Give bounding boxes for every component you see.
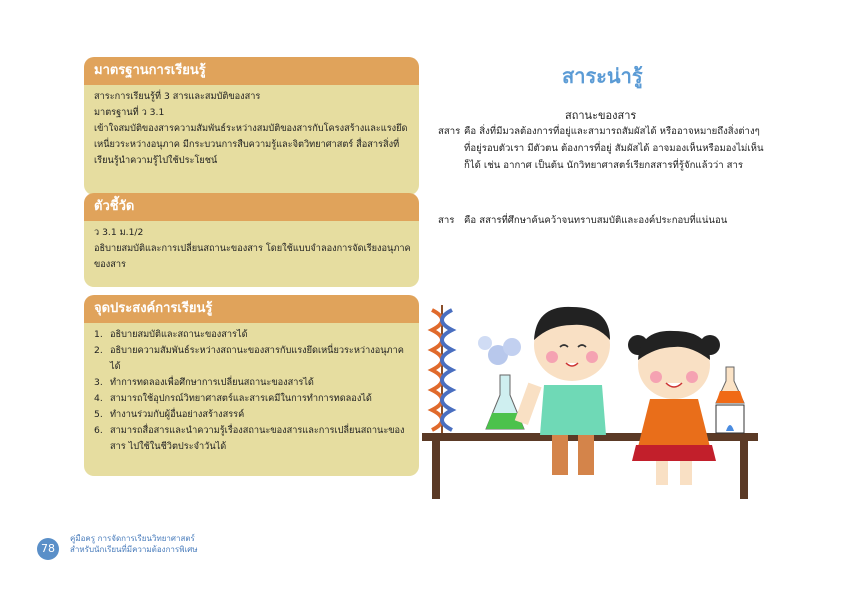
indicators-box <box>84 193 419 287</box>
list-item: 2. อธิบายความสัมพันธ์ระหว่างสถานะของสารกับแรงยึดเหนี่ยวระหว่างอนุภาคได้ <box>94 345 404 372</box>
indicators-text: อธิบายสมบัติและการเปลี่ยนสถานะของสาร โดยใช้แบบจำลองการจัดเรียงอนุภาคของสาร <box>94 243 411 270</box>
standards-heading: มาตรฐานการเรียนรู้ <box>84 57 419 85</box>
list-item: 6. สามารถสื่อสารและนำความรู้เรื่องสถานะของสารและการเปลี่ยนสถานะของสาร ไปใช้ในชีวิตประจำวันได้ <box>94 425 405 452</box>
list-item: 4. สามารถใช้อุปกรณ์วิทยาศาสตร์และสารเคมีในการทำการทดลองได้ <box>94 393 372 404</box>
kids-science-illustration <box>420 295 760 505</box>
definition-text: คือ สิ่งที่มีมวลต้องการที่อยู่และสามารถสัมผัสได้ หรืออาจหมายถึงสิ่งต่างๆ ที่อยู่รอบตัวเรา มีตัวตน ต้องการที่อยู่ สัมผัสได้ อาจมองเห็นหรือมองไม่เห็นก็ได้ เช่น อากาศ เป็นต้น นักวิทยาศาสตร์เรียกสสารที่รู้จักแล้วว่า สาร <box>464 126 764 171</box>
standards-text: เข้าใจสมบัติของสารความสัมพันธ์ระหว่างสมบัติของสารกับโครงสร้างและแรงยึดเหนี่ยวระหว่างอนุภาค มีกระบวนการสืบความรู้และจิตวิทยาศาสตร์ สื่อสารสิ่งที่เรียนรู้นำความรู้ไปใช้ประโยชน์ <box>94 123 408 166</box>
footer-subtitle: สำหรับนักเรียนที่มีความต้องการพิเศษ <box>70 545 198 554</box>
definition-text: คือ สสารที่ศึกษาค้นคว้าจนทราบสมบัติและองค์ประกอบที่แน่นอน <box>464 215 728 226</box>
list-item: 1. อธิบายสมบัติและสถานะของสารได้ <box>94 329 248 340</box>
boy-character <box>515 307 610 475</box>
knowledge-subtitle: สถานะของสาร <box>565 109 637 122</box>
definition-substance <box>438 212 768 229</box>
definition-term: สสาร <box>438 126 461 137</box>
standards-number: มาตรฐานที่ ว 3.1 <box>94 107 165 118</box>
definition-term: สาร <box>438 215 455 226</box>
objectives-heading: จุดประสงค์การเรียนรู้ <box>84 295 419 323</box>
objectives-box <box>84 295 419 476</box>
standards-strand: สาระการเรียนรู้ที่ 3 สารและสมบัติของสาร <box>94 91 261 102</box>
standards-box <box>84 57 419 195</box>
footer-text <box>70 533 198 555</box>
indicators-code: ว 3.1 ม.1/2 <box>94 227 144 238</box>
dna-model <box>432 305 452 433</box>
knowledge-title: สาระน่ารู้ <box>562 64 643 88</box>
page-number: 78 <box>37 538 59 560</box>
list-item: 3. ทำการทดลองเพื่อศึกษาการเปลี่ยนสถานะของสารได้ <box>94 377 314 388</box>
indicators-heading: ตัวชี้วัด <box>84 193 419 221</box>
orange-flask <box>716 367 744 433</box>
objectives-list <box>94 327 411 455</box>
list-item: 5. ทำงานร่วมกับผู้อื่นอย่างสร้างสรรค์ <box>94 409 245 420</box>
definition-matter <box>438 123 768 174</box>
girl-character <box>628 331 720 485</box>
footer-title: คู่มือครู การจัดการเรียนวิทยาศาสตร์ <box>70 534 195 543</box>
